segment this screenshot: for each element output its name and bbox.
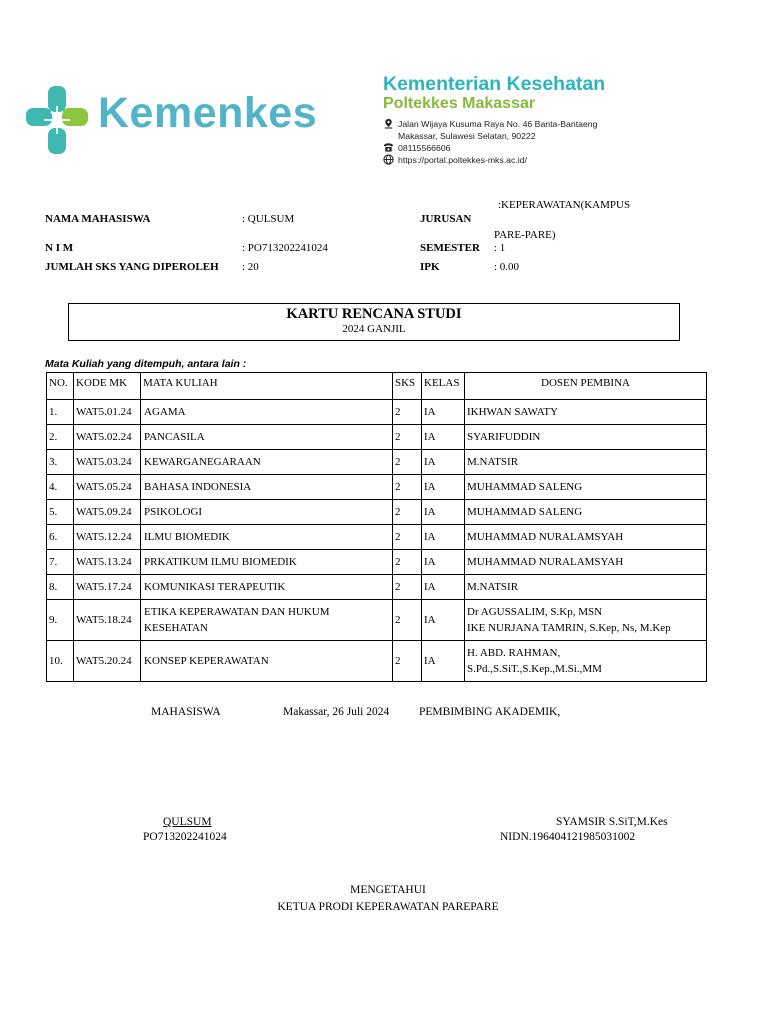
header-dosen: DOSEN PEMBINA xyxy=(465,373,707,400)
course-lecturer xyxy=(465,600,707,641)
course-code: WAT5.13.24 xyxy=(74,550,141,575)
table-row xyxy=(47,600,707,641)
course-no: 7. xyxy=(47,550,74,575)
advisor-role: PEMBIMBING AKADEMIK, xyxy=(419,706,561,718)
table-row xyxy=(47,450,707,475)
course-sks: 2 xyxy=(393,450,422,475)
brand-wordmark: Kemenkes xyxy=(98,89,318,137)
course-class: IA xyxy=(422,525,465,550)
table-row xyxy=(47,525,707,550)
table-intro: Mata Kuliah yang ditempuh, antara lain : xyxy=(45,358,247,370)
address-line-2: Makassar, Sulawesi Selatan, 90222 xyxy=(398,131,536,141)
acknowledged-label: MENGETAHUI xyxy=(350,884,426,896)
header-kelas: KELAS xyxy=(422,373,465,400)
course-lecturer xyxy=(465,550,707,575)
course-no: 6. xyxy=(47,525,74,550)
name-value: : QULSUM xyxy=(242,213,295,225)
course-no: 2. xyxy=(47,425,74,450)
course-lecturer xyxy=(465,425,707,450)
header-sks: SKS xyxy=(393,373,422,400)
course-lecturer-line: M.NATSIR xyxy=(467,581,519,593)
sks-total-label: JUMLAH SKS YANG DIPEROLEH xyxy=(45,261,219,273)
document-title: KARTU RENCANA STUDI xyxy=(286,306,462,322)
course-class: IA xyxy=(422,550,465,575)
phone-icon xyxy=(383,142,394,153)
jurusan-label: JURUSAN xyxy=(420,213,472,225)
jurusan-value-line2: PARE-PARE) xyxy=(494,229,556,241)
kemenkes-logo xyxy=(24,84,90,156)
course-lecturer-line: Dr AGUSSALIM, S.Kp, MSN xyxy=(467,606,603,618)
course-sks: 2 xyxy=(393,550,422,575)
course-table xyxy=(46,372,707,682)
course-name-line: KOMUNIKASI TERAPEUTIK xyxy=(144,581,286,593)
course-code: WAT5.02.24 xyxy=(74,425,141,450)
website-line: https://portal.poltekkes-mks.ac.id/ xyxy=(383,154,527,165)
course-sks: 2 xyxy=(393,500,422,525)
course-no: 1. xyxy=(47,400,74,425)
course-name xyxy=(141,425,393,450)
course-sks: 2 xyxy=(393,600,422,641)
course-sks: 2 xyxy=(393,400,422,425)
course-sks: 2 xyxy=(393,575,422,600)
course-code: WAT5.20.24 xyxy=(74,641,141,682)
course-no: 4. xyxy=(47,475,74,500)
advisor-signature-name: SYAMSIR S.SiT,M.Kes xyxy=(556,816,668,828)
course-code: WAT5.18.24 xyxy=(74,600,141,641)
course-code: WAT5.01.24 xyxy=(74,400,141,425)
document-period: 2024 GANJIL xyxy=(342,323,406,335)
nim-label: N I M xyxy=(45,242,74,254)
table-row xyxy=(47,575,707,600)
course-name-line: PRKATIKUM ILMU BIOMEDIK xyxy=(144,556,297,568)
table-row xyxy=(47,500,707,525)
course-sks: 2 xyxy=(393,641,422,682)
course-name xyxy=(141,475,393,500)
course-lecturer-line: MUHAMMAD SALENG xyxy=(467,506,583,518)
student-signature-nim: PO713202241024 xyxy=(143,831,227,843)
course-name xyxy=(141,550,393,575)
semester-value: : 1 xyxy=(494,242,506,254)
course-name-line: KESEHATAN xyxy=(144,622,208,634)
org-name: Kementerian Kesehatan xyxy=(383,73,606,95)
header-mata-kuliah: MATA KULIAH xyxy=(141,373,393,400)
course-class: IA xyxy=(422,641,465,682)
course-name-line: PSIKOLOGI xyxy=(144,506,203,518)
course-class: IA xyxy=(422,500,465,525)
course-class: IA xyxy=(422,600,465,641)
course-lecturer xyxy=(465,641,707,682)
ipk-value: : 0.00 xyxy=(494,261,520,273)
course-code: WAT5.17.24 xyxy=(74,575,141,600)
course-class: IA xyxy=(422,400,465,425)
course-code: WAT5.09.24 xyxy=(74,500,141,525)
course-name-line: ILMU BIOMEDIK xyxy=(144,531,230,543)
course-name xyxy=(141,450,393,475)
course-lecturer xyxy=(465,475,707,500)
course-name xyxy=(141,600,393,641)
course-lecturer-line: M.NATSIR xyxy=(467,456,519,468)
course-no: 10. xyxy=(47,641,74,682)
course-lecturer-line: MUHAMMAD NURALAMSYAH xyxy=(467,531,624,543)
course-lecturer xyxy=(465,525,707,550)
course-lecturer-line: H. ABD. RAHMAN, xyxy=(467,647,561,659)
course-lecturer-line: SYARIFUDDIN xyxy=(467,431,541,443)
course-class: IA xyxy=(422,450,465,475)
place-date: Makassar, 26 Juli 2024 xyxy=(283,706,390,718)
head-of-program-title: KETUA PRODI KEPERAWATAN PAREPARE xyxy=(277,901,499,913)
course-sks: 2 xyxy=(393,475,422,500)
course-name xyxy=(141,500,393,525)
course-lecturer-line: MUHAMMAD SALENG xyxy=(467,481,583,493)
header-no: NO. xyxy=(47,373,74,400)
course-no: 9. xyxy=(47,600,74,641)
course-no: 8. xyxy=(47,575,74,600)
course-lecturer-line: S.Pd.,S.SiT.,S.Kep.,M.Si.,MM xyxy=(467,663,602,675)
course-code: WAT5.03.24 xyxy=(74,450,141,475)
course-lecturer-line: IKHWAN SAWATY xyxy=(467,406,559,418)
course-name-line: BAHASA INDONESIA xyxy=(144,481,252,493)
table-row xyxy=(47,400,707,425)
course-lecturer-line: MUHAMMAD NURALAMSYAH xyxy=(467,556,624,568)
course-class: IA xyxy=(422,425,465,450)
course-class: IA xyxy=(422,575,465,600)
course-name xyxy=(141,400,393,425)
course-name-line: KEWARGANEGARAAN xyxy=(144,456,261,468)
course-lecturer xyxy=(465,500,707,525)
course-code: WAT5.12.24 xyxy=(74,525,141,550)
course-sks: 2 xyxy=(393,425,422,450)
course-lecturer xyxy=(465,400,707,425)
table-row xyxy=(47,425,707,450)
phone-line: 08115566606 xyxy=(383,142,451,153)
course-class: IA xyxy=(422,475,465,500)
course-lecturer-line: IKE NURJANA TAMRIN, S.Kep, Ns, M.Kep xyxy=(467,622,671,634)
table-row xyxy=(47,641,707,682)
name-label: NAMA MAHASISWA xyxy=(45,213,151,225)
student-signature-name: QULSUM xyxy=(163,816,212,828)
student-role: MAHASISWA xyxy=(151,706,221,718)
address-line-1: Jalan Wijaya Kusuma Raya No. 46 Banta-Bantaeng xyxy=(383,118,597,129)
title-box xyxy=(68,303,680,341)
table-row xyxy=(47,475,707,500)
table-row xyxy=(47,550,707,575)
course-code: WAT5.05.24 xyxy=(74,475,141,500)
sks-total-value: : 20 xyxy=(242,261,259,273)
jurusan-value-line1: :KEPERAWATAN(KAMPUS xyxy=(498,199,631,211)
course-sks: 2 xyxy=(393,525,422,550)
course-name xyxy=(141,575,393,600)
globe-icon xyxy=(383,154,394,165)
course-name-line: ETIKA KEPERAWATAN DAN HUKUM xyxy=(144,606,330,618)
nim-value: : PO713202241024 xyxy=(242,242,328,254)
course-no: 3. xyxy=(47,450,74,475)
advisor-nidn: NIDN.196404121985031002 xyxy=(500,831,636,843)
semester-label: SEMESTER xyxy=(420,242,480,254)
course-name xyxy=(141,641,393,682)
course-lecturer xyxy=(465,575,707,600)
location-icon xyxy=(383,118,394,129)
campus-name: Poltekkes Makassar xyxy=(383,95,536,112)
course-name-line: AGAMA xyxy=(144,406,186,418)
course-lecturer xyxy=(465,450,707,475)
ipk-label: IPK xyxy=(420,261,440,273)
course-name-line: KONSEP KEPERAWATAN xyxy=(144,655,269,667)
course-name xyxy=(141,525,393,550)
table-header-row xyxy=(47,373,707,400)
course-name-line: PANCASILA xyxy=(144,431,205,443)
header-kode: KODE MK xyxy=(74,373,141,400)
course-no: 5. xyxy=(47,500,74,525)
